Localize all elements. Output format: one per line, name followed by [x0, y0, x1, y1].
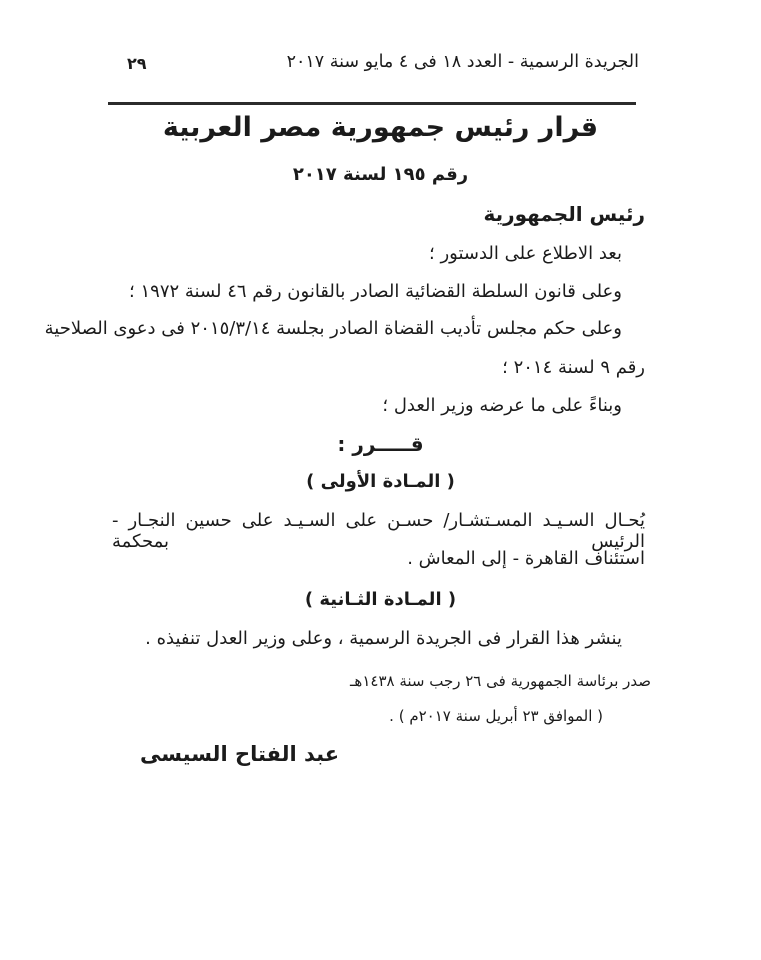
- gazette-header-title: الجريدة الرسمية - العدد ١٨ فى ٤ مايو سنة ٢٠١٧: [286, 52, 639, 72]
- header-rule: [108, 102, 636, 105]
- preamble-line-disciplinary-ruling: وعلى حكم مجلس تأديب القضاة الصادر بجلسة ٢٠١٥/٣/١٤ فى دعوى الصلاحية: [44, 318, 622, 339]
- decree-number-line: رقم ١٩٥ لسنة ٢٠١٧: [292, 164, 469, 185]
- article-one-heading: ( المـادة الأولى ): [306, 471, 455, 492]
- article-one-text-line2: استئناف القاهرة - إلى المعاش .: [407, 548, 645, 569]
- preamble-line-judicial-authority-law: وعلى قانون السلطة القضائية الصادر بالقانون رقم ٤٦ لسنة ١٩٧٢ ؛: [129, 281, 622, 302]
- decree-title: قرار رئيس جمهورية مصر العربية: [162, 112, 599, 143]
- page-number: ٢٩: [127, 54, 147, 73]
- article-one-text-line1: يُحـال السـيـد المسـتشـار/ حسـن على السـيـد على حسين النجـار - الرئيس بمحكمة: [112, 510, 645, 552]
- issued-date-gregorian: ( الموافق ٢٣ أبريل سنة ٢٠١٧م ) .: [389, 707, 603, 725]
- issued-date-hijri: صدر برئاسة الجمهورية فى ٢٦ رجب سنة ١٤٣٨هـ: [350, 672, 651, 690]
- article-two-heading: ( المـادة الثـانية ): [304, 589, 457, 610]
- issuer-heading: رئيس الجمهورية: [483, 202, 645, 226]
- president-signature: عبد الفتاح السيسى: [140, 742, 340, 766]
- article-two-text: ينشر هذا القرار فى الجريدة الرسمية ، وعلى وزير العدل تنفيذه .: [145, 628, 622, 649]
- decision-word: قـــــرر :: [337, 432, 424, 456]
- preamble-line-constitution: بعد الاطلاع على الدستور ؛: [429, 243, 622, 264]
- preamble-line-case-number: رقم ٩ لسنة ٢٠١٤ ؛: [502, 357, 645, 378]
- preamble-line-minister-proposal: وبناءً على ما عرضه وزير العدل ؛: [382, 395, 622, 416]
